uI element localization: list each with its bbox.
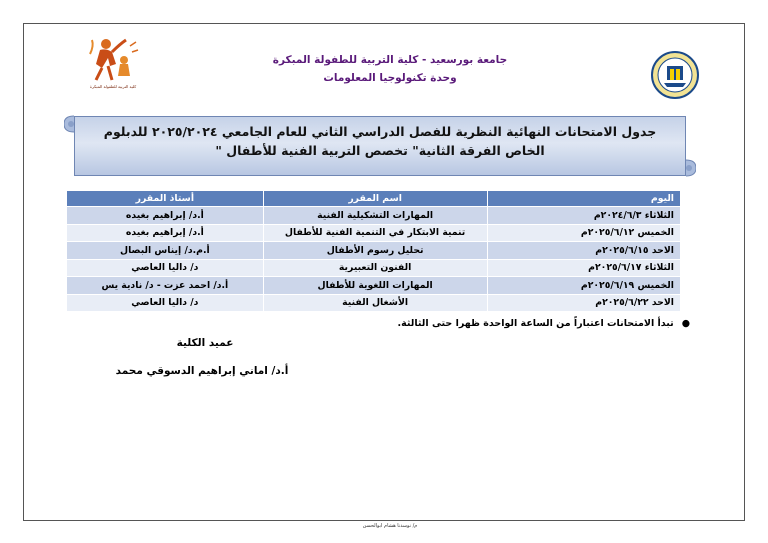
cell-day: الاحد ٢٠٢٥/٦/١٥م [487, 242, 680, 260]
header-professor: أستاذ المقرر [67, 191, 264, 207]
cell-course: الأشغال الفنية [263, 294, 487, 312]
header-course: اسم المقرر [263, 191, 487, 207]
cell-day: الثلاثاء ٢٠٢٤/٦/٣م [487, 207, 680, 225]
table-row [67, 224, 681, 242]
dean-name: أ.د/ اماني إبراهيم الدسوقي محمد [115, 365, 289, 377]
cell-day: الاحد ٢٠٢٥/٦/٢٢م [487, 294, 680, 312]
cell-course: تنمية الابتكار في التنمية الفنية للأطفال [263, 224, 487, 242]
dean-title: عميد الكلية [176, 337, 234, 349]
cell-course: المهارات اللغوية للأطفال [263, 277, 487, 295]
exam-time-note [380, 318, 690, 329]
title-banner [64, 110, 696, 182]
banner-title [82, 122, 678, 160]
cell-course: المهارات التشكيلية الفنية [263, 207, 487, 225]
footer-credit: م/ نوسدنا هشام ابوالحسن [362, 523, 418, 529]
cell-professor: د/ داليا العاصي [67, 259, 264, 277]
cell-day: الثلاثاء ٢٠٢٥/٦/١٧م [487, 259, 680, 277]
faculty-logo-icon [82, 34, 144, 90]
table-row [67, 277, 681, 295]
table-row [67, 259, 681, 277]
cell-professor: أ.د/ إبراهيم بغيده [67, 207, 264, 225]
university-logo-icon [650, 50, 700, 100]
header-day: اليوم [487, 191, 680, 207]
cell-professor: أ.د/ إبراهيم بغيده [67, 224, 264, 242]
cell-day: الخميس ٢٠٢٥/٦/١٩م [487, 277, 680, 295]
banner-title-line2: الخاص الفرقة الثانية" تخصص التربية الفنية للأطفال " [215, 143, 545, 158]
table-row [67, 207, 681, 225]
cell-course: تحليل رسوم الأطفال [263, 242, 487, 260]
cell-day: الخميس ٢٠٢٥/٦/١٢م [487, 224, 680, 242]
table-row [67, 294, 681, 312]
table-header-row [67, 191, 681, 207]
cell-course: الفنون التعبيرية [263, 259, 487, 277]
bullet-icon: ● [681, 318, 690, 329]
cell-professor: أ.د/ احمد عزت - د/ نادية يس [67, 277, 264, 295]
note-text: تبدأ الامتحانات اعتباراً من الساعة الواحدة ظهرا حتى الثالثة. [397, 318, 674, 329]
university-name: جامعة بورسعيد - كلية التربية للطفولة المبكرة [272, 54, 508, 66]
exam-schedule-table [66, 190, 681, 312]
cell-professor: أ.م.د/ إيناس البصال [67, 242, 264, 260]
unit-name: وحدة تكنولوجيا المعلومات [323, 72, 457, 84]
banner-title-line1: جدول الامتحانات النهائية النظرية للفصل الدراسي الثاني للعام الجامعي ٢٠٢٥/٢٠٢٤ للدبلوم [103, 124, 657, 139]
table-row [67, 242, 681, 260]
cell-professor: د/ داليا العاصي [67, 294, 264, 312]
svg-text:كلية التربية للطفولة المبكرة: كلية التربية للطفولة المبكرة [89, 84, 137, 89]
